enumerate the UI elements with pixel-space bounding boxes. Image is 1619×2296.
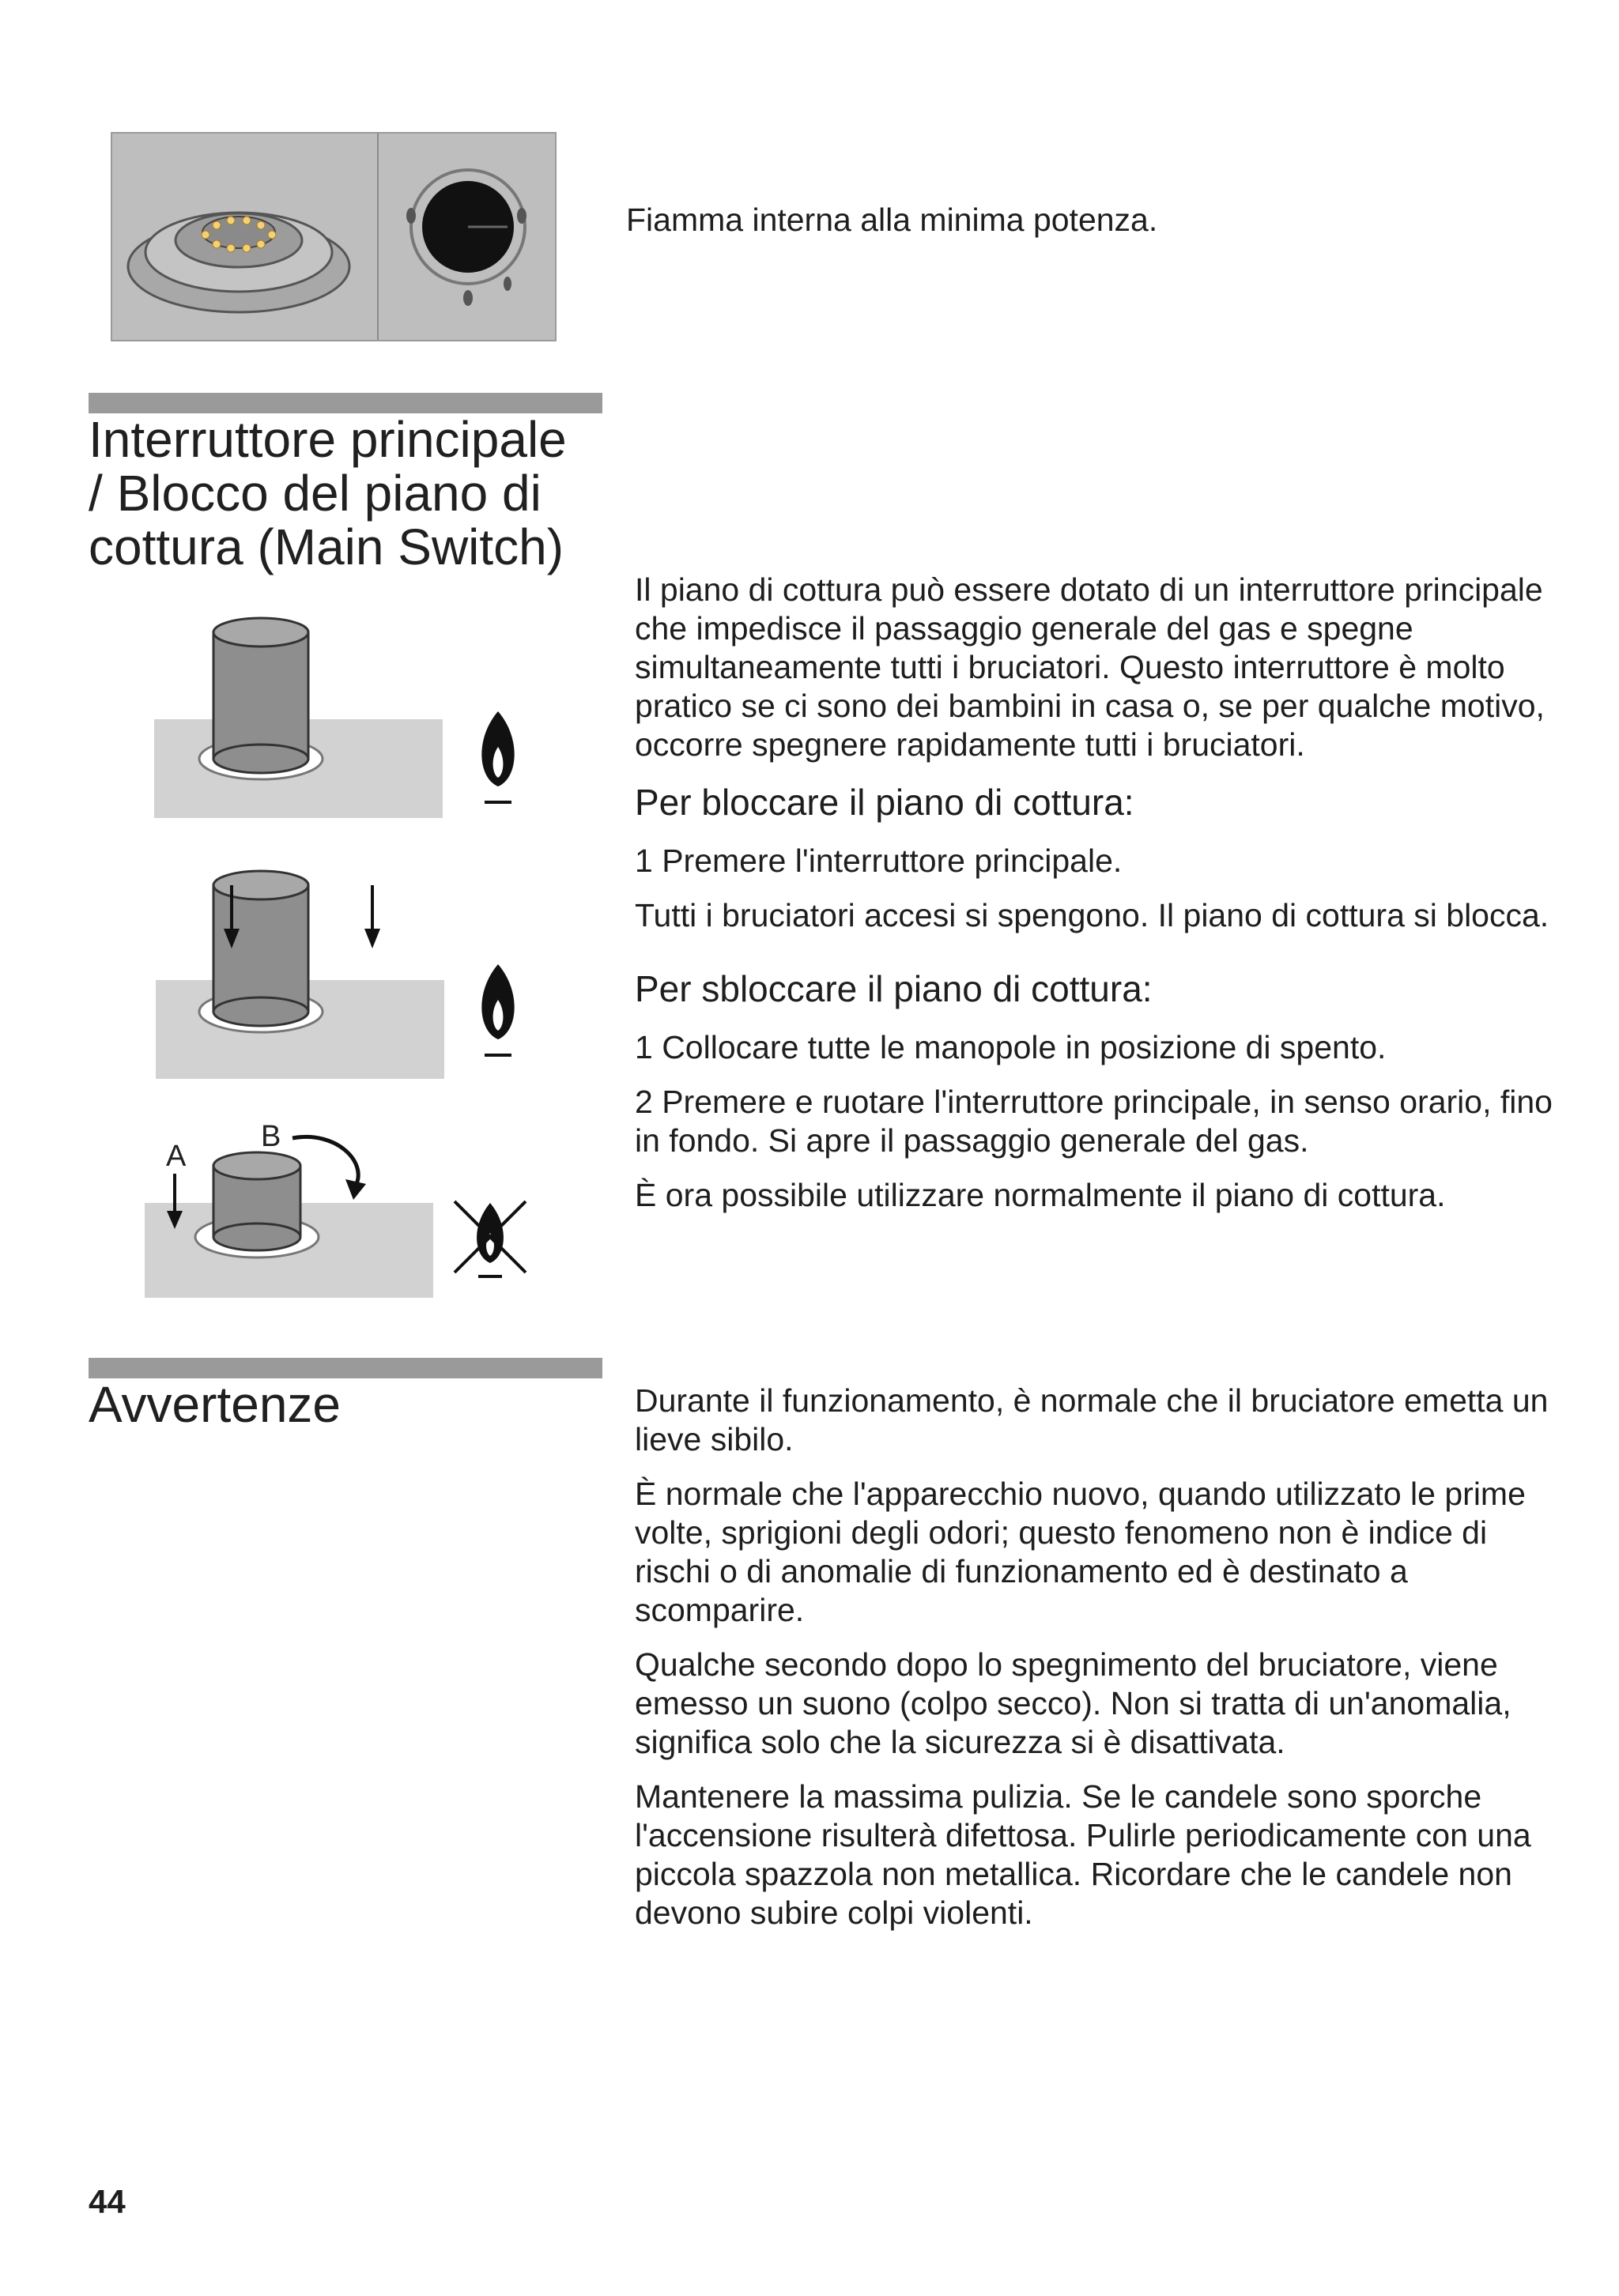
- unlock-heading: Per sbloccare il piano di cottura:: [635, 968, 1153, 1009]
- section2-body: [635, 1382, 1568, 1948]
- warning-paragraph: È normale che l'apparecchio nuovo, quando utilizzato le prime volte, sprigioni degli odori; questo fenomeno non è indice di rischi o di anomalie di funzionamento ed è destinato a scomparire.: [635, 1476, 1526, 1628]
- lock-step: 1 Premere l'interruttore principale.: [635, 843, 1123, 879]
- title-line: / Blocco del piano di: [89, 465, 542, 522]
- switch-pressed-figure: [156, 871, 515, 1079]
- unlock-result: È ora possibile utilizzare normalmente il piano di cottura.: [635, 1177, 1446, 1213]
- switch-released-figure: [154, 618, 515, 818]
- unlock-step-1: 1 Collocare tutte le manopole in posizione di spento.: [635, 1029, 1387, 1065]
- burner-knob-figure: [111, 132, 557, 341]
- label-a: A: [166, 1140, 187, 1173]
- lock-result: Tutti i bruciatori accesi si spengono. Il piano di cottura si blocca.: [635, 897, 1549, 933]
- figure-divider: [377, 134, 379, 340]
- intro-paragraph: Il piano di cottura può essere dotato di un interruttore principale che impedisce il passaggio generale del gas e spegne simultaneamente tutti i bruciatori. Questo interruttore è molto pratico se ci sono dei bambini in casa o, se per qualche motivo, occorre spegnere rapidamente tutti i bruciatori.: [635, 571, 1545, 763]
- page-number: 44: [89, 2183, 126, 2220]
- title-line: cottura (Main Switch): [89, 518, 564, 575]
- warning-paragraph: Mantenere la massima pulizia. Se le candele sono sporche l'accensione risulterà difettosa. Pulirle periodicamente con una piccola spazzola non metallica. Ricordare che le candele non devono subire colpi violenti.: [635, 1778, 1531, 1931]
- unlock-step-2: 2 Premere e ruotare l'interruttore principale, in senso orario, fino in fondo. Si apre il passaggio generale del gas.: [635, 1084, 1553, 1159]
- section-title-warnings: Avvertenze: [89, 1376, 341, 1433]
- top-figure-caption: Fiamma interna alla minima potenza.: [626, 202, 1158, 238]
- label-b: B: [261, 1120, 281, 1153]
- burner-illustration: [112, 134, 555, 340]
- main-switch-illustrations: [138, 609, 534, 1320]
- lock-heading: Per bloccare il piano di cottura:: [635, 782, 1134, 823]
- title-line: Interruttore principale: [89, 411, 567, 468]
- section1-body: [635, 571, 1568, 1231]
- section-title-main-switch: [89, 413, 567, 574]
- warning-paragraph: Qualche secondo dopo lo spegnimento del bruciatore, viene emesso un suono (colpo secco). Non si tratta di un'anomalia, significa solo che la sicurezza si è disattivata.: [635, 1646, 1511, 1760]
- switch-rotate-figure: [145, 1120, 526, 1298]
- warning-paragraph: Durante il funzionamento, è normale che il bruciatore emetta un lieve sibilo.: [635, 1382, 1549, 1457]
